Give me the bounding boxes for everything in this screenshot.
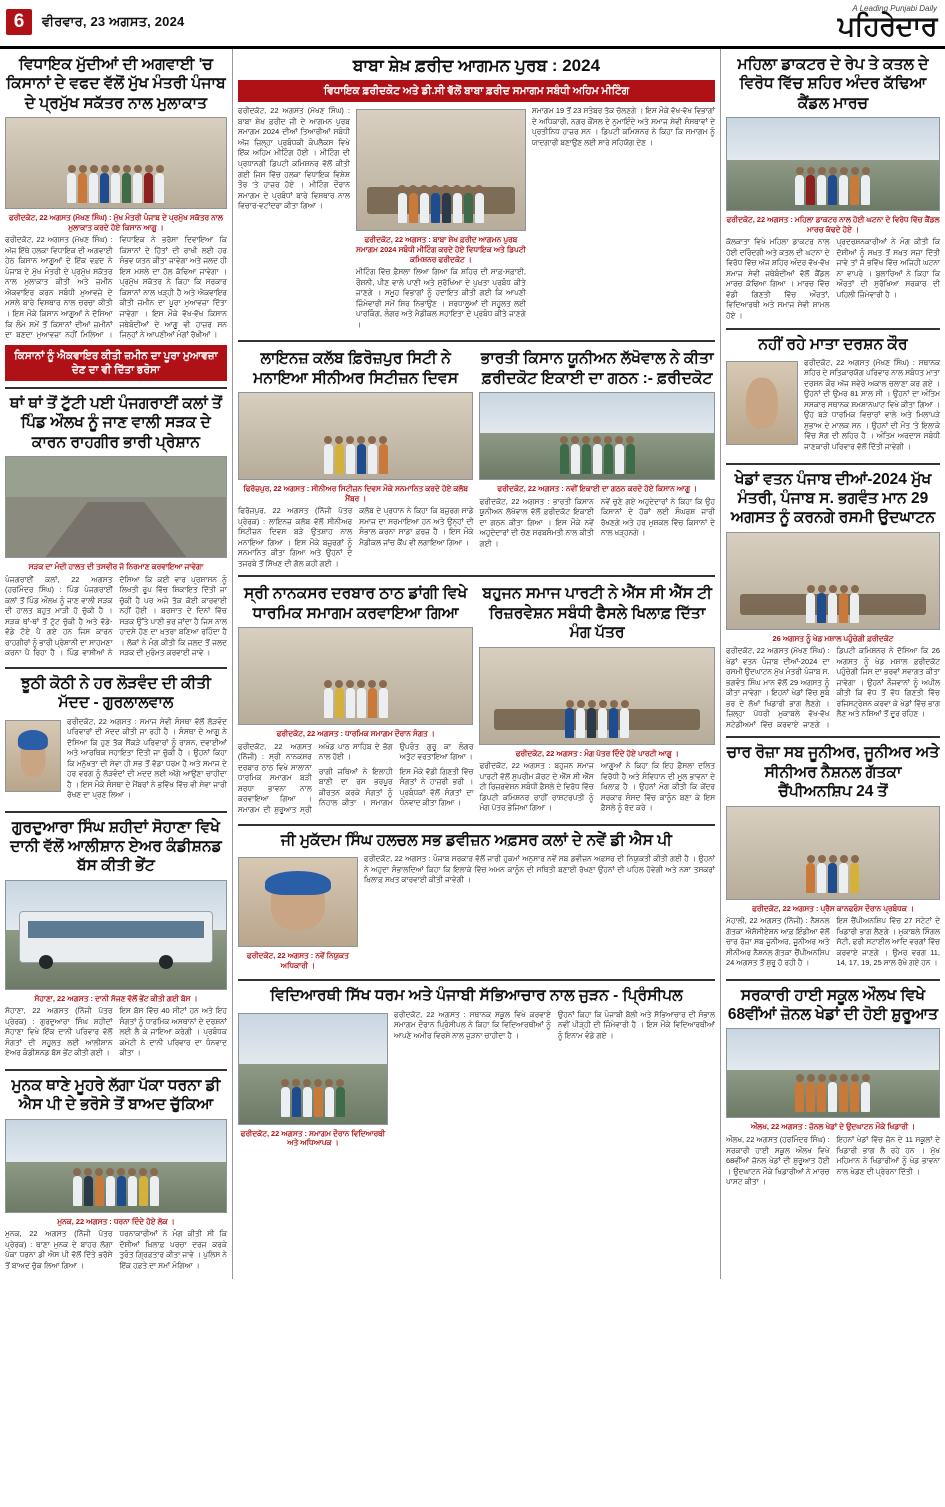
article-headline: ਸ੍ਰੀ ਨਾਨਕਸਰ ਦਰਬਾਰ ਠਾਠ ਡਾਂਗੀ ਵਿਖੇ ਧਾਰਮਿਕ ਸਮਾਗਮ ਕਰਵਾਇਆ ਗਿਆ bbox=[244, 585, 468, 622]
photo-caption: ਮੁਨਕ, 22 ਅਗਸਤ : ਧਰਨਾ ਦਿੰਦੇ ਹੋਏ ਲੋਕ । bbox=[57, 1216, 175, 1226]
photo-caption: ਸੋਹਾਣਾ, 22 ਅਗਸਤ : ਦਾਨੀ ਸੱਜਣ ਵੱਲੋਂ ਭੇਂਟ ਕੀਤੀ ਗਈ ਬੱਸ । bbox=[34, 993, 198, 1003]
article-headline: ਭਾਰਤੀ ਕਿਸਾਨ ਯੂਨੀਅਨ ਲੱਖੋਵਾਲ ਨੇ ਕੀਤਾ ਫ਼ਰੀਦਕੋਟ ਇਕਾਈ ਦਾ ਗਠਨ :- ਫ਼ਰੀਦਕੋਟ bbox=[480, 350, 714, 387]
article-body: ਫਰੀਦਕੋਟ, 22 ਅਗਸਤ (ਮੱਖਣ ਸਿੰਘ) : ਖੇਡਾਂ ਵਤਨ ਪੰਜਾਬ ਦੀਆਂ-2024 ਦਾ ਰਸਮੀ ਉਦਘਾਟਨ ਮੁੱਖ ਮੰਤਰੀ ਪੰਜਾਬ ਸ. ਭਗਵੰਤ ਸਿੰਘ ਮਾਨ ਵੱਲੋਂ 29 ਅਗਸਤ ਨੂੰ ਕੀਤਾ ਜਾਵੇਗਾ । ਇਹਨਾਂ ਖੇਡਾਂ ਵਿੱਚ ਸੂਬੇ ਭਰ ਦੇ ਲੱਖਾਂ ਖਿਡਾਰੀ ਭਾਗ ਲੈਣਗੇ । ਜ਼ਿਲ੍ਹਾ ਪੱਧਰੀ ਮੁਕਾਬਲੇ ਵੱਖ-ਵੱਖ ਸਟੇਡੀਅਮਾਂ ਵਿੱਚ ਕਰਵਾਏ ਜਾਣਗੇ । ਡਿਪਟੀ ਕਮਿਸ਼ਨਰ ਨੇ ਦੱਸਿਆ ਕਿ 26 ਅਗਸਤ ਨੂੰ ਖੇਡ ਮਸ਼ਾਲ ਫ਼ਰੀਦਕੋਟ ਪਹੁੰਚੇਗੀ ਜਿਸ ਦਾ ਭਰਵਾਂ ਸਵਾਗਤ ਕੀਤਾ ਜਾਵੇਗਾ । ਉਹਨਾਂ ਨੌਜਵਾਨਾਂ ਨੂੰ ਅਪੀਲ ਕੀਤੀ ਕਿ ਵੱਧ ਤੋਂ ਵੱਧ ਗਿਣਤੀ ਵਿੱਚ ਰਜਿਸਟ੍ਰੇਸ਼ਨ ਕਰਵਾ ਕੇ ਖੇਡਾਂ ਵਿੱਚ ਭਾਗ ਲੈਣ ਅਤੇ ਨਸ਼ਿਆਂ ਤੋਂ ਦੂਰ ਰਹਿਣ । bbox=[725, 646, 940, 729]
photo-caption: ਫਰੀਦਕੋਟ, 22 ਅਗਸਤ : ਮਹਿਲਾ ਡਾਕਟਰ ਨਾਲ ਹੋਈ ਘਟਨਾ ਦੇ ਵਿਰੋਧ ਵਿੱਚ ਕੈਂਡਲ ਮਾਰਚ ਕੱਢਦੇ ਹੋਏ । bbox=[726, 215, 940, 234]
article-body-col1: ਕੋਲਕਾਤਾ ਵਿਖੇ ਮਹਿਲਾ ਡਾਕਟਰ ਨਾਲ ਹੋਈ ਦਰਿੰਦਗੀ ਅਤੇ ਕਤਲ ਦੀ ਘਟਨਾ ਦੇ ਵਿਰੋਧ ਵਿੱਚ ਅੱਜ ਸ਼ਹਿਰ ਅੰਦਰ ਵੱਖ-ਵੱਖ ਸਮਾਜ ਸੇਵੀ ਜਥੇਬੰਦੀਆਂ ਵੱਲੋਂ ਕੈਂਡਲ ਮਾਰਚ ਕੱਢਿਆ ਗਿਆ । ਮਾਰਚ ਵਿੱਚ ਵੱਡੀ ਗਿਣਤੀ ਵਿੱਚ ਔਰਤਾਂ, ਵਿਦਿਆਰਥੀ ਅਤੇ ਸਮਾਜ ਸੇਵੀ ਸ਼ਾਮਲ ਹੋਏ । bbox=[725, 237, 830, 320]
photo-caption: ਫਰੀਦਕੋਟ, 22 ਅਗਸਤ : ਬਾਬਾ ਸ਼ੇਖ ਫ਼ਰੀਦ ਆਗਮਨ ਪੁਰਬ ਸਮਾਗਮ 2024 ਸਬੰਧੀ ਮੀਟਿੰਗ ਕਰਦੇ ਹੋਏ ਵਿਧਾਇਕ ਅਤੇ ਡਿਪਟੀ ਕਮਿਸ਼ਨਰ ਫਰੀਦਕੋਟ । bbox=[356, 235, 526, 264]
article-body-col2: ਆਗੂਆਂ ਨੇ ਕਿਹਾ ਕਿ ਇਹ ਫ਼ੈਸਲਾ ਦਲਿਤ ਵਿਰੋਧੀ ਹੈ ਅਤੇ ਸੰਵਿਧਾਨ ਦੀ ਮੂਲ ਭਾਵਨਾ ਦੇ ਖ਼ਿਲਾਫ਼ ਹੈ । ਉਹਨਾਂ ਮੰਗ ਕੀਤੀ ਕਿ ਕੇਂਦਰ ਸਰਕਾਰ ਸੰਸਦ ਵਿੱਚ ਕਾਨੂੰਨ ਬਣਾ ਕੇ ਇਸ ਫ਼ੈਸਲੇ ਨੂੰ ਰੱਦ ਕਰੇ । bbox=[600, 761, 715, 813]
page-columns bbox=[0, 49, 945, 1279]
article-headline: ਚਾਰ ਰੋਜ਼ਾ ਸਬ ਜੂਨੀਅਰ, ਜੂਨੀਅਰ ਅਤੇ ਸੀਨੀਅਰ ਨੈਸ਼ਨਲ ਗੱਤਕਾ ਚੈਂਪੀਅਨਸ਼ਿਪ 24 ਤੋਂ bbox=[726, 744, 940, 801]
article-body-col2: ਇਸ ਬੱਸ ਵਿੱਚ 40 ਸੀਟਾਂ ਹਨ ਅਤੇ ਇਹ ਸੰਗਤਾਂ ਨੂੰ ਧਾਰਮਿਕ ਅਸਥਾਨਾਂ ਦੇ ਦਰਸ਼ਨਾਂ ਲਈ ਲੈ ਕੇ ਜਾਇਆ ਕਰੇਗੀ । ਪ੍ਰਬੰਧਕ ਕਮੇਟੀ ਨੇ ਦਾਨੀ ਪਰਿਵਾਰ ਦਾ ਧੰਨਵਾਦ ਕੀਤਾ । bbox=[119, 1006, 227, 1058]
photo-caption: ਫਰੀਦਕੋਟ, 22 ਅਗਸਤ : ਨਵੇਂ ਨਿਯੁਕਤ ਅਧਿਕਾਰੀ । bbox=[246, 951, 349, 970]
article-charity-help bbox=[5, 674, 227, 805]
photo-caption: 26 ਅਗਸਤ ਨੂੰ ਖੇਡ ਮਸ਼ਾਲ ਪਹੁੰਚੇਗੀ ਫ਼ਰੀਦਕੋਟ bbox=[772, 633, 894, 643]
article-body-col1: ਔਲਖ, 22 ਅਗਸਤ (ਹਰਮਿੰਦਰ ਸਿੰਘ) : ਸਰਕਾਰੀ ਹਾਈ ਸਕੂਲ ਔਲਖ ਵਿਖੇ 68ਵੀਂਆਂ ਜ਼ੋਨਲ ਖੇਡਾਂ ਦੀ ਸ਼ੁਰੂਆਤ ਹੋਈ । ਉਦਘਾਟਨ ਮੌਕੇ ਖਿਡਾਰੀਆਂ ਨੇ ਮਾਰਚ ਪਾਸਟ ਕੀਤਾ । bbox=[725, 1135, 830, 1187]
article-lions-club-senior-day bbox=[238, 347, 474, 569]
article-body-col2: ਨਵੇਂ ਚੁਣੇ ਗਏ ਅਹੁਦੇਦਾਰਾਂ ਨੇ ਕਿਹਾ ਕਿ ਉਹ ਕਿਸਾਨਾਂ ਦੇ ਹੱਕਾਂ ਲਈ ਸੰਘਰਸ਼ ਜਾਰੀ ਰੱਖਣਗੇ ਅਤੇ ਹਰ ਮੁਸ਼ਕਲ ਵਿੱਚ ਕਿਸਾਨਾਂ ਦੇ ਨਾਲ ਖੜ੍ਹਨਗੇ । bbox=[600, 496, 715, 538]
photo-religious-gathering bbox=[238, 627, 474, 725]
photo-caption: ਫਰੀਦਕੋਟ, 22 ਅਗਸਤ (ਮੱਖਣ ਸਿੰਘ) : ਮੁੱਖ ਮੰਤਰੀ ਪੰਜਾਬ ਦੇ ਪ੍ਰਮੁੱਖ ਸਕੱਤਰ ਨਾਲ ਮੁਲਾਕਾਤ ਕਰਦੇ ਹੋਏ ਕਿਸਾਨ ਆਗੂ । bbox=[8, 213, 223, 232]
article-headline: ਬਹੁਜਨ ਸਮਾਜ ਪਾਰਟੀ ਨੇ ਐੱਸ ਸੀ ਐੱਸ ਟੀ ਰਿਜ਼ਰਵੇਸ਼ਨ ਸਬੰਧੀ ਫੈਸਲੇ ਖਿਲਾਫ਼ ਦਿੱਤਾ ਮੰਗ ਪੱਤਰ bbox=[482, 585, 712, 642]
photo-caption: ਸੜਕ ਦਾ ਮੰਦੀ ਹਾਲਤ ਦੀ ਤਸਵੀਰ ਜੋ ਨਿਰਮਾਣ ਕਰਵਾਇਆ ਜਾਵੇਗਾ bbox=[28, 562, 204, 571]
photo-dc-meeting bbox=[356, 109, 526, 231]
article-headline: ਵਿਦਿਆਰਥੀ ਸਿੱਖ ਧਰਮ ਅਤੇ ਪੰਜਾਬੀ ਸੱਭਿਆਚਾਰ ਨਾਲ ਜੁੜਨ - ਪ੍ਰਿੰਸੀਪਲ bbox=[270, 987, 683, 1005]
article-body-col1: ਫਰੀਦਕੋਟ, 22 ਅਗਸਤ (ਨਿੱਜੀ) : ਸ੍ਰੀ ਨਾਨਕਸਰ ਦਰਬਾਰ ਠਾਠ ਵਿਖੇ ਸਾਲਾਨਾ ਧਾਰਮਿਕ ਸਮਾਗਮ ਬੜੀ ਸ਼ਰਧਾ ਭਾਵਨਾ ਨਾਲ ਕਰਵਾਇਆ ਗਿਆ । ਸਮਾਗਮ ਦੀ ਸ਼ੁਰੂਆਤ ਸ੍ਰੀ ਅਖੰਡ ਪਾਠ ਸਾਹਿਬ ਦੇ ਭੋਗ ਨਾਲ ਹੋਈ । bbox=[237, 741, 393, 814]
brand-tagline: A Leading Punjabi Daily bbox=[852, 4, 937, 13]
column-left bbox=[0, 49, 233, 1279]
two-article-row bbox=[238, 347, 715, 569]
article-headline: ਜੀ ਮੁਕੱਦਮ ਸਿੰਘ ਹਲਚਲ ਸਭ ਡਵੀਜ਼ਨ ਅਫ਼ਸਰ ਕਲਾਂ ਦੇ ਨਵੇਂ ਡੀ ਐਸ ਪੀ bbox=[280, 831, 672, 849]
masthead bbox=[0, 0, 945, 49]
article-broken-road bbox=[5, 394, 227, 661]
article-body-col2: ਧਰਨਾਕਾਰੀਆਂ ਨੇ ਮੰਗ ਕੀਤੀ ਸੀ ਕਿ ਦੋਸ਼ੀਆਂ ਖ਼ਿਲਾਫ਼ ਪਰਚਾ ਦਰਜ ਕਰਕੇ ਤੁਰੰਤ ਗ੍ਰਿਫ਼ਤਾਰ ਕੀਤਾ ਜਾਵੇ । ਪੁਲਿਸ ਨੇ ਇੱਕ ਹਫ਼ਤੇ ਦਾ ਸਮਾਂ ਮੰਗਿਆ । bbox=[119, 1229, 227, 1270]
article-headline: ਮਹਿਲਾ ਡਾਕਟਰ ਦੇ ਰੇਪ ਤੇ ਕਤਲ ਦੇ ਵਿਰੋਧ ਵਿੱਚ ਸ਼ਹਿਰ ਅੰਦਰ ਕੱਢਿਆ ਕੈਂਡਲ ਮਾਰਚ bbox=[737, 56, 929, 112]
two-article-row-2 bbox=[238, 582, 715, 817]
article-body-col2: ਉਹਨਾਂ ਕਿਹਾ ਕਿ ਪੰਜਾਬੀ ਬੋਲੀ ਅਤੇ ਸੱਭਿਆਚਾਰ ਦੀ ਸੰਭਾਲ ਨਵੀਂ ਪੀੜ੍ਹੀ ਦੀ ਜ਼ਿੰਮੇਵਾਰੀ ਹੈ । ਇਸ ਮੌਕੇ ਵਿਦਿਆਰਥੀਆਂ ਨੂੰ ਇਨਾਮ ਵੰਡੇ ਗਏ । bbox=[557, 1009, 715, 1040]
article-headline: ਝੂਠੀ ਕੋਠੀ ਨੇ ਹਰ ਲੋੜਵੰਦ ਦੀ ਕੀਤੀ ਮੱਦਦ - ਗੁਰਲਾਲਵਾਲ bbox=[20, 674, 211, 712]
article-body: ਫਰੀਦਕੋਟ, 22 ਅਗਸਤ (ਮੱਖਣ ਸਿੰਘ) : ਸਥਾਨਕ ਸ਼ਹਿਰ ਦੇ ਸਤਿਕਾਰਯੋਗ ਪਰਿਵਾਰ ਨਾਲ ਸਬੰਧਤ ਮਾਤਾ ਦਰਸ਼ਨ ਕੌਰ ਅੱਜ ਸਵੇਰੇ ਅਕਾਲ ਚਲਾਣਾ ਕਰ ਗਏ । ਉਹਨਾਂ ਦੀ ਉਮਰ 81 ਸਾਲ ਸੀ । ਉਹਨਾਂ ਦਾ ਅੰਤਿਮ ਸਸਕਾਰ ਸਥਾਨਕ ਸ਼ਮਸ਼ਾਨਘਾਟ ਵਿਖੇ ਕੀਤਾ ਗਿਆ । ਉਹ ਬੜੇ ਧਾਰਮਿਕ ਵਿਚਾਰਾਂ ਵਾਲੇ ਅਤੇ ਮਿਲਾਪੜੇ ਸੁਭਾਅ ਦੇ ਮਾਲਕ ਸਨ । ਉਹਨਾਂ ਦੀ ਮੌਤ 'ਤੇ ਇਲਾਕੇ ਵਿੱਚ ਸੋਗ ਦੀ ਲਹਿਰ ਹੈ । ਅੰਤਿਮ ਅਰਦਾਸ ਸਬੰਧੀ ਜਾਣਕਾਰੀ ਪਰਿਵਾਰ ਵੱਲੋਂ ਦਿੱਤੀ ਜਾਵੇਗੀ । bbox=[803, 357, 940, 451]
article-body-col1: ਮੋਹਾਲੀ, 22 ਅਗਸਤ (ਨਿੱਜੀ) : ਨੈਸ਼ਨਲ ਗੱਤਕਾ ਐਸੋਸੀਏਸ਼ਨ ਆਫ਼ ਇੰਡੀਆ ਵੱਲੋਂ ਚਾਰ ਰੋਜ਼ਾ ਸਬ ਜੂਨੀਅਰ, ਜੂਨੀਅਰ ਅਤੇ ਸੀਨੀਅਰ ਨੈਸ਼ਨਲ ਗੱਤਕਾ ਚੈਂਪੀਅਨਸ਼ਿਪ 24 ਅਗਸਤ ਤੋਂ ਸ਼ੁਰੂ ਹੋ ਰਹੀ ਹੈ । bbox=[725, 916, 830, 968]
article-headline: ਲਾਇਨਜ਼ ਕਲੱਬ ਫ਼ਿਰੋਜ਼ਪੁਰ ਸਿਟੀ ਨੇ ਮਨਾਇਆ ਸੀਨੀਅਰ ਸਿਟੀਜ਼ਨ ਦਿਵਸ bbox=[253, 350, 459, 387]
article-body: ਫਰੀਦਕੋਟ, 22 ਅਗਸਤ : ਪੰਜਾਬ ਸਰਕਾਰ ਵੱਲੋਂ ਜਾਰੀ ਹੁਕਮਾਂ ਅਨੁਸਾਰ ਨਵੇਂ ਸਬ ਡਵੀਜ਼ਨ ਅਫ਼ਸਰ ਦੀ ਨਿਯੁਕਤੀ ਕੀਤੀ ਗਈ ਹੈ । ਉਹਨਾਂ ਨੇ ਅਹੁਦਾ ਸੰਭਾਲਦਿਆਂ ਕਿਹਾ ਕਿ ਇਲਾਕੇ ਵਿੱਚ ਅਮਨ ਕਾਨੂੰਨ ਦੀ ਸਥਿਤੀ ਬਣਾਈ ਰੱਖਣਾ ਉਹਨਾਂ ਦੀ ਪਹਿਲ ਹੋਵੇਗੀ ਅਤੇ ਨਸ਼ਾ ਤਸਕਰਾਂ ਖ਼ਿਲਾਫ਼ ਸਖ਼ਤ ਕਾਰਵਾਈ ਕੀਤੀ ਜਾਵੇਗੀ । bbox=[363, 854, 715, 885]
photo-candle-march bbox=[726, 117, 940, 211]
article-body: ਫਰੀਦਕੋਟ, 22 ਅਗਸਤ : ਸਮਾਜ ਸੇਵੀ ਸੰਸਥਾ ਵੱਲੋਂ ਲੋੜਵੰਦ ਪਰਿਵਾਰਾਂ ਦੀ ਮੱਦਦ ਕੀਤੀ ਜਾ ਰਹੀ ਹੈ । ਸੰਸਥਾ ਦੇ ਆਗੂ ਨੇ ਦੱਸਿਆ ਕਿ ਹੁਣ ਤੱਕ ਸੈਂਕੜੇ ਪਰਿਵਾਰਾਂ ਨੂੰ ਰਾਸ਼ਨ, ਦਵਾਈਆਂ ਅਤੇ ਆਰਥਿਕ ਸਹਾਇਤਾ ਦਿੱਤੀ ਜਾ ਚੁੱਕੀ ਹੈ । ਉਹਨਾਂ ਕਿਹਾ ਕਿ ਮਨੁੱਖਤਾ ਦੀ ਸੇਵਾ ਹੀ ਸਭ ਤੋਂ ਵੱਡਾ ਧਰਮ ਹੈ ਅਤੇ ਸਮਾਜ ਦੇ ਹਰ ਵਰਗ ਨੂੰ ਲੋੜਵੰਦਾਂ ਦੀ ਮਦਦ ਲਈ ਅੱਗੇ ਆਉਣਾ ਚਾਹੀਦਾ ਹੈ । ਇਸ ਮੌਕੇ ਸੰਸਥਾ ਦੇ ਮੈਂਬਰਾਂ ਨੇ ਭਵਿੱਖ ਵਿੱਚ ਵੀ ਸੇਵਾ ਜਾਰੀ ਰੱਖਣ ਦਾ ਪ੍ਰਣ ਲਿਆ । bbox=[67, 716, 227, 800]
article-body-col1: ਫਰੀਦਕੋਟ, 22 ਅਗਸਤ : ਬਹੁਜਨ ਸਮਾਜ ਪਾਰਟੀ ਵੱਲੋਂ ਸੁਪਰੀਮ ਕੋਰਟ ਦੇ ਐੱਸ ਸੀ ਐੱਸ ਟੀ ਰਿਜ਼ਰਵੇਸ਼ਨ ਸਬੰਧੀ ਫ਼ੈਸਲੇ ਦੇ ਵਿਰੋਧ ਵਿੱਚ ਡਿਪਟੀ ਕਮਿਸ਼ਨਰ ਰਾਹੀਂ ਰਾਸ਼ਟਰਪਤੀ ਨੂੰ ਮੰਗ ਪੱਤਰ ਭੇਜਿਆ ਗਿਆ । bbox=[479, 761, 594, 813]
article-body-col3: ਸਮਾਗਮ 19 ਤੋਂ 23 ਸਤੰਬਰ ਤੱਕ ਚੱਲਣਗੇ । ਇਸ ਮੌਕੇ ਵੱਖ-ਵੱਖ ਵਿਭਾਗਾਂ ਦੇ ਅਧਿਕਾਰੀ, ਨਗਰ ਕੌਂਸਲ ਦੇ ਨੁਮਾਇੰਦੇ ਅਤੇ ਸਮਾਜ ਸੇਵੀ ਸੰਸਥਾਵਾਂ ਦੇ ਪ੍ਰਤੀਨਿਧ ਹਾਜ਼ਰ ਸਨ । ਡਿਪਟੀ ਕਮਿਸ਼ਨਰ ਨੇ ਕਿਹਾ ਕਿ ਸਮਾਗਮ ਨੂੰ ਯਾਦਗਾਰੀ ਬਣਾਉਣ ਲਈ ਸਾਰੇ ਸਹਿਯੋਗ ਦੇਣ । bbox=[531, 106, 715, 147]
article-body-col1: ਫਰੀਦਕੋਟ, 22 ਅਗਸਤ : ਭਾਰਤੀ ਕਿਸਾਨ ਯੂਨੀਅਨ ਲੱਖੋਵਾਲ ਵੱਲੋਂ ਫ਼ਰੀਦਕੋਟ ਇਕਾਈ ਦਾ ਗਠਨ ਕੀਤਾ ਗਿਆ । ਇਸ ਮੌਕੇ ਨਵੇਂ ਅਹੁਦੇਦਾਰਾਂ ਦੀ ਚੋਣ ਸਰਬਸੰਮਤੀ ਨਾਲ ਕੀਤੀ ਗਈ । bbox=[479, 496, 594, 548]
article-ac-bus-donation bbox=[5, 818, 227, 1063]
photo-deceased-portrait bbox=[726, 361, 798, 445]
article-body: ਪੰਜਗਰਾਈਂ ਕਲਾਂ, 22 ਅਗਸਤ (ਹਰਮਿੰਦਰ ਸਿੰਘ) : ਪਿੰਡ ਪੰਜਗਰਾਈਂ ਕਲਾਂ ਤੋਂ ਪਿੰਡ ਔਲਖ ਨੂੰ ਜਾਣ ਵਾਲੀ ਸੜਕ ਦੀ ਹਾਲਤ ਬਹੁਤ ਮਾੜੀ ਹੋ ਚੁੱਕੀ ਹੈ । ਸੜਕ ਥਾਂ-ਥਾਂ ਤੋਂ ਟੁੱਟ ਚੁੱਕੀ ਹੈ ਅਤੇ ਵੱਡੇ-ਵੱਡੇ ਟੋਏ ਪੈ ਗਏ ਹਨ ਜਿਸ ਕਾਰਨ ਰਾਹਗੀਰਾਂ ਨੂੰ ਭਾਰੀ ਪ੍ਰੇਸ਼ਾਨੀ ਦਾ ਸਾਹਮਣਾ ਕਰਨਾ ਪੈ ਰਿਹਾ ਹੈ । ਪਿੰਡ ਵਾਸੀਆਂ ਨੇ ਦੱਸਿਆ ਕਿ ਕਈ ਵਾਰ ਪ੍ਰਸ਼ਾਸਨ ਨੂੰ ਲਿਖਤੀ ਰੂਪ ਵਿੱਚ ਸ਼ਿਕਾਇਤ ਦਿੱਤੀ ਜਾ ਚੁੱਕੀ ਹੈ ਪਰ ਅਜੇ ਤੱਕ ਕੋਈ ਕਾਰਵਾਈ ਨਹੀਂ ਹੋਈ । ਬਰਸਾਤ ਦੇ ਦਿਨਾਂ ਵਿੱਚ ਸੜਕ ਉੱਤੇ ਪਾਣੀ ਭਰ ਜਾਂਦਾ ਹੈ ਜਿਸ ਨਾਲ ਹਾਦਸੇ ਹੋਣ ਦਾ ਖ਼ਤਰਾ ਬਣਿਆ ਰਹਿੰਦਾ ਹੈ । ਲੋਕਾਂ ਨੇ ਮੰਗ ਕੀਤੀ ਕਿ ਜਲਦ ਤੋਂ ਜਲਦ ਸੜਕ ਦੀ ਮੁਰੰਮਤ ਕਰਵਾਈ ਜਾਵੇ । bbox=[5, 574, 227, 658]
photo-school-function bbox=[238, 1013, 388, 1125]
article-headline: ਥਾਂ ਥਾਂ ਤੋਂ ਟੁੱਟੀ ਪਈ ਪੰਜਗਰਾਈਂ ਕਲਾਂ ਤੋਂ ਪਿੰਡ ਔਲਖ ਨੂੰ ਜਾਣ ਵਾਲੀ ਸੜਕ ਦੇ ਕਾਰਨ ਰਾਹਗੀਰ ਭਾਰੀ ਪ੍ਰੇਸ਼ਾਨ bbox=[9, 394, 222, 451]
article-candle-march bbox=[726, 55, 940, 322]
article-body-col1: ਫਰੀਦਕੋਟ, 22 ਅਗਸਤ : ਸਥਾਨਕ ਸਕੂਲ ਵਿਖੇ ਕਰਵਾਏ ਸਮਾਗਮ ਦੌਰਾਨ ਪ੍ਰਿੰਸੀਪਲ ਨੇ ਕਿਹਾ ਕਿ ਵਿਦਿਆਰਥੀਆਂ ਨੂੰ ਆਪਣੇ ਅਮੀਰ ਵਿਰਸੇ ਨਾਲ ਜੁੜਨਾ ਚਾਹੀਦਾ ਹੈ । bbox=[393, 1009, 551, 1040]
brand-title: ਪਹਿਰੇਦਾਰ bbox=[837, 11, 937, 41]
article-obituary bbox=[726, 335, 940, 457]
article-body-col2: ਪ੍ਰਦਰਸ਼ਨਕਾਰੀਆਂ ਨੇ ਮੰਗ ਕੀਤੀ ਕਿ ਦੋਸ਼ੀਆਂ ਨੂੰ ਸਖ਼ਤ ਤੋਂ ਸਖ਼ਤ ਸਜ਼ਾ ਦਿੱਤੀ ਜਾਵੇ ਤਾਂ ਜੋ ਭਵਿੱਖ ਵਿੱਚ ਅਜਿਹੀ ਘਟਨਾ ਨਾ ਵਾਪਰੇ । ਬੁਲਾਰਿਆਂ ਨੇ ਕਿਹਾ ਕਿ ਔਰਤਾਂ ਦੀ ਸੁਰੱਖਿਆ ਸਰਕਾਰ ਦੀ ਪਹਿਲੀ ਜ਼ਿੰਮੇਵਾਰੀ ਹੈ । bbox=[836, 237, 940, 299]
photo-farmers-delegation bbox=[5, 117, 227, 209]
photo-caption: ਫਰੀਦਕੋਟ, 22 ਅਗਸਤ : ਧਾਰਮਿਕ ਸਮਾਗਮ ਦੌਰਾਨ ਸੰਗਤ । bbox=[276, 729, 435, 739]
photo-caption: ਫਰੀਦਕੋਟ, 22 ਅਗਸਤ : ਸਮਾਗਮ ਦੌਰਾਨ ਵਿਦਿਆਰਥੀ ਅਤੇ ਅਧਿਆਪਕ । bbox=[240, 1128, 386, 1148]
photo-damaged-road bbox=[5, 456, 227, 558]
column-center bbox=[233, 49, 721, 1279]
photo-dsp-portrait bbox=[238, 857, 358, 947]
article-body-col1: ਫਰੀਦਕੋਟ, 22 ਅਗਸਤ (ਮੱਖਣ ਸਿੰਘ) : ਬਾਬਾ ਸ਼ੇਖ਼ ਫ਼ਰੀਦ ਜੀ ਦੇ ਆਗਮਨ ਪੁਰਬ ਸਮਾਗਮ 2024 ਦੀਆਂ ਤਿਆਰੀਆਂ ਸਬੰਧੀ ਅੱਜ ਜ਼ਿਲ੍ਹਾ ਪ੍ਰਬੰਧਕੀ ਕੰਪਲੈਕਸ ਵਿਖੇ ਇੱਕ ਅਹਿਮ ਮੀਟਿੰਗ ਹੋਈ । ਮੀਟਿੰਗ ਦੀ ਪ੍ਰਧਾਨਗੀ ਡਿਪਟੀ ਕਮਿਸ਼ਨਰ ਵੱਲੋਂ ਕੀਤੀ ਗਈ ਜਿਸ ਵਿੱਚ ਹਲਕਾ ਵਿਧਾਇਕ ਵਿਸ਼ੇਸ਼ ਤੌਰ 'ਤੇ ਹਾਜ਼ਰ ਹੋਏ । ਮੀਟਿੰਗ ਦੌਰਾਨ ਸਮਾਗਮ ਦੇ ਪ੍ਰਬੰਧਾਂ ਬਾਰੇ ਵਿਸਥਾਰ ਨਾਲ ਵਿਚਾਰ-ਵਟਾਂਦਰਾ ਕੀਤਾ ਗਿਆ । bbox=[237, 106, 350, 211]
article-bsp-memorandum bbox=[479, 582, 715, 817]
article-body-col2: ਮੀਟਿੰਗ ਵਿੱਚ ਫ਼ੈਸਲਾ ਲਿਆ ਗਿਆ ਕਿ ਸ਼ਹਿਰ ਦੀ ਸਾਫ਼-ਸਫ਼ਾਈ, ਰੌਸ਼ਨੀ, ਪੀਣ ਵਾਲੇ ਪਾਣੀ ਅਤੇ ਸੁਰੱਖਿਆ ਦੇ ਪੁਖ਼ਤਾ ਪ੍ਰਬੰਧ ਕੀਤੇ ਜਾਣਗੇ । ਸਮੂਹ ਵਿਭਾਗਾਂ ਨੂੰ ਹਦਾਇਤ ਕੀਤੀ ਗਈ ਕਿ ਆਪਣੀ ਜ਼ਿੰਮੇਵਾਰੀ ਸਮੇਂ ਸਿਰ ਨਿਭਾਉਣ । ਸ਼ਰਧਾਲੂਆਂ ਦੀ ਸਹੂਲਤ ਲਈ ਪਾਰਕਿੰਗ, ਲੰਗਰ ਅਤੇ ਮੈਡੀਕਲ ਸਹਾਇਤਾ ਦੇ ਪ੍ਰਬੰਧ ਕੀਤੇ ਜਾਣਗੇ । bbox=[355, 267, 526, 329]
article-body-col2: ਇਹਨਾਂ ਖੇਡਾਂ ਵਿੱਚ ਜ਼ੋਨ ਦੇ 11 ਸਕੂਲਾਂ ਦੇ ਖਿਡਾਰੀ ਭਾਗ ਲੈ ਰਹੇ ਹਨ । ਮੁੱਖ ਮਹਿਮਾਨ ਨੇ ਖਿਡਾਰੀਆਂ ਨੂੰ ਖੇਡ ਭਾਵਨਾ ਨਾਲ ਖੇਡਣ ਦੀ ਪ੍ਰੇਰਨਾ ਦਿੱਤੀ । bbox=[836, 1135, 940, 1176]
photo-protest bbox=[5, 1119, 227, 1213]
article-body: ਫਰੀਦਕੋਟ, 22 ਅਗਸਤ (ਮੱਖਣ ਸਿੰਘ) : ਅੱਜ ਇੱਥੇ ਹਲਕਾ ਵਿਧਾਇਕ ਦੀ ਅਗਵਾਈ ਹੇਠ ਕਿਸਾਨ ਆਗੂਆਂ ਦੇ ਇੱਕ ਵਫ਼ਦ ਨੇ ਪੰਜਾਬ ਦੇ ਮੁੱਖ ਮੰਤਰੀ ਦੇ ਪ੍ਰਮੁੱਖ ਸਕੱਤਰ ਨਾਲ ਮੁਲਾਕਾਤ ਕੀਤੀ ਅਤੇ ਜ਼ਮੀਨ ਐਕਵਾਇਰ ਕਰਨ ਸਬੰਧੀ ਮੁਆਵਜ਼ੇ ਦੇ ਮਸਲੇ ਬਾਰੇ ਵਿਸਥਾਰ ਨਾਲ ਚਰਚਾ ਕੀਤੀ । ਇਸ ਮੌਕੇ ਕਿਸਾਨ ਆਗੂਆਂ ਨੇ ਦੱਸਿਆ ਕਿ ਲੰਮੇ ਸਮੇਂ ਤੋਂ ਕਿਸਾਨਾਂ ਦੀਆਂ ਜ਼ਮੀਨਾਂ ਦਾ ਬਣਦਾ ਮੁਆਵਜ਼ਾ ਨਹੀਂ ਮਿਲਿਆ । ਵਿਧਾਇਕ ਨੇ ਭਰੋਸਾ ਦਿਵਾਇਆ ਕਿ ਕਿਸਾਨਾਂ ਦੇ ਹਿੱਤਾਂ ਦੀ ਰਾਖੀ ਲਈ ਹਰ ਸੰਭਵ ਯਤਨ ਕੀਤਾ ਜਾਵੇਗਾ ਅਤੇ ਜਲਦ ਹੀ ਇਸ ਮਸਲੇ ਦਾ ਹੱਲ ਕੱਢਿਆ ਜਾਵੇਗਾ । ਪ੍ਰਮੁੱਖ ਸਕੱਤਰ ਨੇ ਕਿਹਾ ਕਿ ਸਰਕਾਰ ਕਿਸਾਨਾਂ ਨਾਲ ਖੜ੍ਹੀ ਹੈ ਅਤੇ ਐਕਵਾਇਰ ਕੀਤੀ ਜ਼ਮੀਨ ਦਾ ਪੂਰਾ ਮੁਆਵਜ਼ਾ ਦਿੱਤਾ ਜਾਵੇਗਾ । ਇਸ ਮੌਕੇ ਵੱਖ-ਵੱਖ ਕਿਸਾਨ ਜਥੇਬੰਦੀਆਂ ਦੇ ਆਗੂ ਵੀ ਹਾਜ਼ਰ ਸਨ ਜਿਨ੍ਹਾਂ ਨੇ ਆਪਣੀਆਂ ਮੰਗਾਂ ਰੱਖੀਆਂ । bbox=[5, 235, 227, 340]
photo-zonal-games bbox=[726, 1028, 940, 1118]
article-farmers-meeting bbox=[5, 55, 227, 381]
article-headline: ਖੇਡਾਂ ਵਤਨ ਪੰਜਾਬ ਦੀਆਂ-2024 ਮੁੱਖ ਮੰਤਰੀ, ਪੰਜਾਬ ਸ. ਭਗਵੰਤ ਮਾਨ 29 ਅਗਸਤ ਨੂੰ ਕਰਨਗੇ ਰਸਮੀ ਉਦਘਾਟਨ bbox=[730, 470, 936, 527]
article-body-col3: ਇਸ ਮੌਕੇ ਵੱਡੀ ਗਿਣਤੀ ਵਿੱਚ ਸੰਗਤਾਂ ਨੇ ਹਾਜ਼ਰੀ ਭਰੀ । ਪ੍ਰਬੰਧਕਾਂ ਵੱਲੋਂ ਸੰਗਤਾਂ ਦਾ ਧੰਨਵਾਦ ਕੀਤਾ ਗਿਆ । bbox=[399, 766, 474, 808]
photo-lions-club bbox=[238, 392, 474, 480]
article-new-dsp bbox=[238, 831, 715, 974]
article-headline: ਗੁਰਦੁਆਰਾ ਸਿੰਘ ਸ਼ਹੀਦਾਂ ਸੋਹਾਣਾ ਵਿਖੇ ਦਾਨੀ ਵੱਲੋਂ ਆਲੀਸ਼ਾਨ ਏਅਰ ਕੰਡੀਸ਼ਨਡ ਬੱਸ ਕੀਤੀ ਭੇਂਟ bbox=[10, 818, 222, 875]
article-body-col1: ਮੁਨਕ, 22 ਅਗਸਤ (ਨਿੱਜੀ ਪੱਤਰ ਪ੍ਰੇਰਕ) : ਥਾਣਾ ਮੁਨਕ ਦੇ ਬਾਹਰ ਲੱਗਾ ਪੱਕਾ ਧਰਨਾ ਡੀ ਐਸ ਪੀ ਵੱਲੋਂ ਦਿੱਤੇ ਭਰੋਸੇ ਤੋਂ ਬਾਅਦ ਚੁੱਕ ਲਿਆ ਗਿਆ । bbox=[5, 1229, 113, 1270]
page-number: 6 bbox=[6, 9, 32, 35]
article-zonal-games bbox=[726, 986, 940, 1188]
article-headline: ਵਿਧਾਇਕ ਮੁੱਦੀਆਂ ਦੀ ਅਗਵਾਈ 'ਚ ਕਿਸਾਨਾਂ ਦੇ ਵਫਦ ਵੱਲੋਂ ਮੁੱਖ ਮੰਤਰੀ ਪੰਜਾਬ ਦੇ ਪ੍ਰਮੁੱਖ ਸਕੱਤਰ ਨਾਲ ਮੁਲਾਕਾਤ bbox=[6, 56, 226, 112]
article-body-col1: ਸੋਹਾਣਾ, 22 ਅਗਸਤ (ਨਿੱਜੀ ਪੱਤਰ ਪ੍ਰੇਰਕ) : ਗੁਰਦੁਆਰਾ ਸਿੰਘ ਸ਼ਹੀਦਾਂ ਸੋਹਾਣਾ ਵਿਖੇ ਇੱਕ ਦਾਨੀ ਪਰਿਵਾਰ ਵੱਲੋਂ ਸੰਗਤਾਂ ਦੀ ਸਹੂਲਤ ਲਈ ਆਲੀਸ਼ਾਨ ਏਅਰ ਕੰਡੀਸ਼ਨਡ ਬੱਸ ਭੇਂਟ ਕੀਤੀ ਗਈ । bbox=[5, 1006, 113, 1058]
photo-caption: ਔਲਖ, 22 ਅਗਸਤ : ਜ਼ੋਨਲ ਖੇਡਾਂ ਦੇ ਉਦਘਾਟਨ ਮੌਕੇ ਖਿਡਾਰੀ । bbox=[750, 1122, 916, 1132]
photo-caption: ਫਰੀਦਕੋਟ, 22 ਅਗਸਤ : ਮੰਗ ਪੱਤਰ ਦਿੰਦੇ ਹੋਏ ਪਾਰਟੀ ਆਗੂ । bbox=[515, 748, 679, 758]
photo-sports-press-meet bbox=[726, 532, 940, 630]
article-body-col2: ਕਲੱਬ ਦੇ ਪ੍ਰਧਾਨ ਨੇ ਕਿਹਾ ਕਿ ਬਜ਼ੁਰਗ ਸਾਡੇ ਸਮਾਜ ਦਾ ਸਰਮਾਇਆ ਹਨ ਅਤੇ ਉਨ੍ਹਾਂ ਦੀ ਸੰਭਾਲ ਕਰਨਾ ਸਾਡਾ ਫ਼ਰਜ਼ ਹੈ । ਇਸ ਮੌਕੇ ਮੈਡੀਕਲ ਜਾਂਚ ਕੈਂਪ ਵੀ ਲਗਾਇਆ ਗਿਆ । bbox=[359, 506, 474, 547]
article-subhead: ਵਿਧਾਇਕ ਫ਼ਰੀਦਕੋਟ ਅਤੇ ਡੀ.ਸੀ ਵੱਲੋਂ ਬਾਬਾ ਫ਼ਰੀਦ ਸਮਾਗਮ ਸਬੰਧੀ ਅਹਿਮ ਮੀਟਿੰਗ bbox=[238, 80, 715, 102]
photo-portrait-leader bbox=[5, 720, 61, 792]
article-gatka-championship bbox=[726, 743, 940, 972]
photo-caption: ਫਰੀਦਕੋਟ, 22 ਅਗਸਤ : ਪ੍ਰੈਸ ਕਾਨਫਰੰਸ ਦੌਰਾਨ ਪ੍ਰਬੰਧਕ । bbox=[752, 903, 914, 913]
article-baba-farid-event bbox=[238, 55, 715, 334]
photo-gatka-press bbox=[726, 806, 940, 900]
photo-farmer-union bbox=[479, 392, 715, 480]
column-right bbox=[721, 49, 945, 1279]
article-students-culture bbox=[238, 986, 715, 1151]
photo-caption: ਫਿਰੋਜ਼ਪੁਰ, 22 ਅਗਸਤ : ਸੀਨੀਅਰ ਸਿਟੀਜ਼ਨ ਦਿਵਸ ਮੌਕੇ ਸਨਮਾਨਿਤ ਕਰਦੇ ਹੋਏ ਕਲੱਬ ਮੈਂਬਰ । bbox=[243, 484, 468, 503]
article-headline: ਨਹੀਂ ਰਹੇ ਮਾਤਾ ਦਰਸ਼ਨ ਕੌਰ bbox=[758, 335, 908, 353]
article-body-col2: ਰਾਗੀ ਜਥਿਆਂ ਨੇ ਇਲਾਹੀ ਬਾਣੀ ਦਾ ਰਸ ਭਰਪੂਰ ਕੀਰਤਨ ਕਰਕੇ ਸੰਗਤਾਂ ਨੂੰ ਨਿਹਾਲ ਕੀਤਾ । ਸਮਾਗਮ ਉਪਰੰਤ ਗੁਰੂ ਕਾ ਲੰਗਰ ਅਤੁੱਟ ਵਰਤਾਇਆ ਗਿਆ । bbox=[318, 741, 474, 808]
article-headline: ਮੁਨਕ ਥਾਣੇ ਮੂਹਰੇ ਲੱਗਾ ਪੱਕਾ ਧਰਨਾ ਡੀ ਐਸ ਪੀ ਦੇ ਭਰੋਸੇ ਤੋਂ ਬਾਅਦ ਚੁੱਕਿਆ bbox=[11, 1076, 221, 1114]
article-bku-unit-formed bbox=[479, 347, 715, 569]
article-headline: ਬਾਬਾ ਸ਼ੇਖ਼ ਫ਼ਰੀਦ ਆਗਮਨ ਪੁਰਬ : 2024 bbox=[352, 56, 601, 75]
photo-memorandum-handover bbox=[479, 647, 715, 745]
publication-date: ਵੀਰਵਾਰ, 23 ਅਗਸਤ, 2024 bbox=[42, 14, 185, 29]
pull-quote: ਕਿਸਾਨਾਂ ਨੂੰ ਐਕਵਾਇਰ ਕੀਤੀ ਜ਼ਮੀਨ ਦਾ ਪੂਰਾ ਮੁਆਵਜ਼ਾ ਦੇਣ ਦਾ ਵੀ ਦਿੱਤਾ ਭਰੋਸਾ bbox=[5, 345, 227, 381]
article-body-col1: ਫਿਰੋਜ਼ਪੁਰ, 22 ਅਗਸਤ (ਨਿੱਜੀ ਪੱਤਰ ਪ੍ਰੇਰਕ) : ਲਾਇਨਜ਼ ਕਲੱਬ ਵੱਲੋਂ ਸੀਨੀਅਰ ਸਿਟੀਜ਼ਨ ਦਿਵਸ ਬੜੇ ਉਤਸ਼ਾਹ ਨਾਲ ਮਨਾਇਆ ਗਿਆ । ਇਸ ਮੌਕੇ ਬਜ਼ੁਰਗਾਂ ਨੂੰ ਸਨਮਾਨਿਤ ਕੀਤਾ ਗਿਆ ਅਤੇ ਉਹਨਾਂ ਦੇ ਤਜਰਬੇ ਤੋਂ ਸਿੱਖਣ ਦੀ ਗੱਲ ਕਹੀ ਗਈ । bbox=[237, 506, 353, 568]
article-body-col2: ਇਸ ਚੈਂਪੀਅਨਸ਼ਿਪ ਵਿੱਚ 27 ਸਟੇਟਾਂ ਦੇ ਖਿਡਾਰੀ ਭਾਗ ਲੈਣਗੇ । ਮੁਕਾਬਲੇ ਸਿੰਗਲ ਸੋਟੀ, ਫਰੀ ਸਟਾਈਲ ਆਦਿ ਵਰਗਾਂ ਵਿੱਚ ਕਰਵਾਏ ਜਾਣਗੇ । ਉਮਰ ਵਰਗ 11, 14, 17, 19, 25 ਸਾਲ ਰੱਖੇ ਗਏ ਹਨ । bbox=[836, 916, 940, 968]
photo-caption: ਫਰੀਦਕੋਟ, 22 ਅਗਸਤ : ਨਵੀਂ ਇਕਾਈ ਦਾ ਗਠਨ ਕਰਦੇ ਹੋਏ ਕਿਸਾਨ ਆਗੂ । bbox=[497, 484, 697, 494]
article-nanaksar-religious-event bbox=[238, 582, 474, 817]
article-headline: ਸਰਕਾਰੀ ਹਾਈ ਸਕੂਲ ਔਲਖ ਵਿਖੇ 68ਵੀਂਆਂ ਜ਼ੋਨਲ ਖੇਡਾਂ ਦੀ ਹੋਈ ਸ਼ੁਰੂਆਤ bbox=[727, 986, 939, 1024]
article-khedan-watan-punjab bbox=[726, 470, 940, 731]
photo-donated-bus bbox=[5, 880, 227, 990]
article-police-protest bbox=[5, 1076, 227, 1275]
